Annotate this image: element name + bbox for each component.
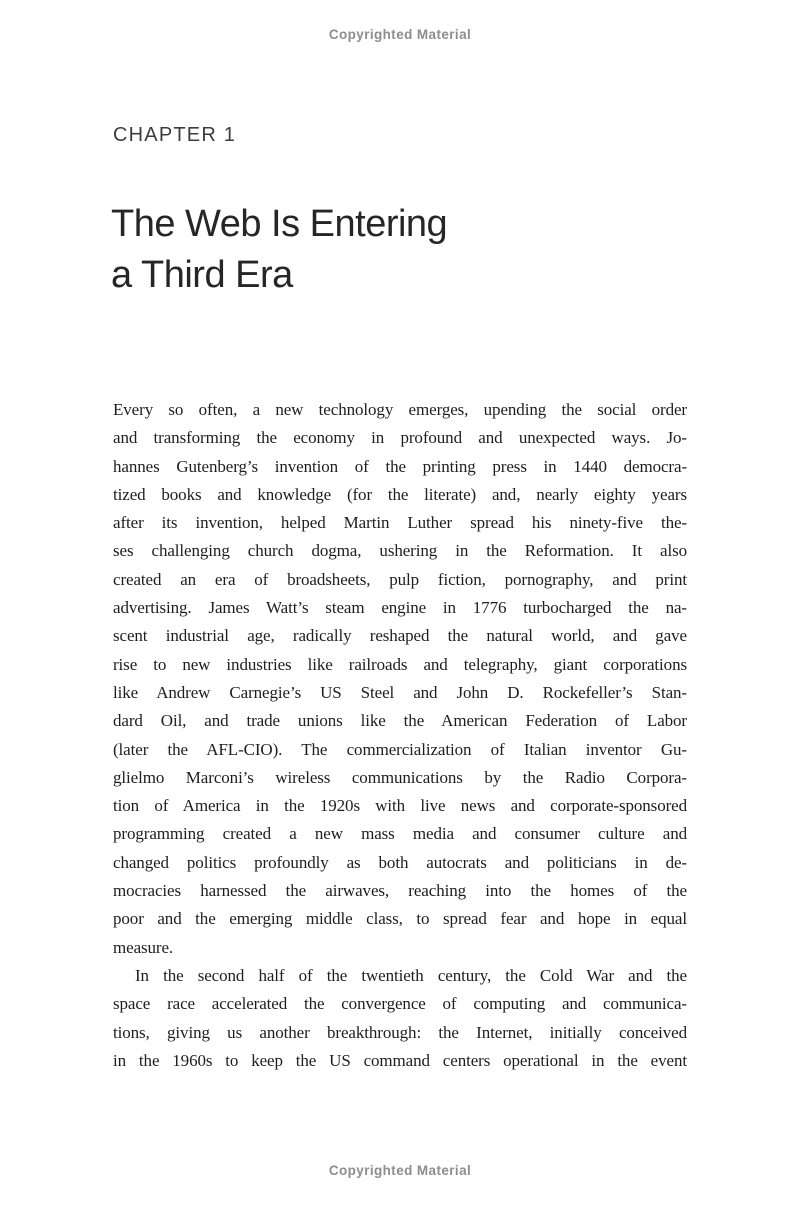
body-line: glielmo Marconi’s wireless communications by the Radio Corpora- <box>113 767 687 787</box>
body-line: dard Oil, and trade unions like the American Federation of Labor <box>113 711 687 731</box>
body-line: scent industrial age, radically reshaped the natural world, and gave <box>113 626 687 646</box>
body-line: mocracies harnessed the airwaves, reaching into the homes of the <box>113 881 687 901</box>
body-line: tion of America in the 1920s with live news and corporate-sponsored <box>113 796 687 816</box>
paragraph <box>113 396 687 962</box>
body-line: In the second half of the twentieth century, the Cold War and the <box>135 965 687 985</box>
body-line: Every so often, a new technology emerges, upending the social order <box>113 400 687 419</box>
chapter-title-line-2: a Third Era <box>111 254 293 296</box>
paragraph <box>113 962 687 1075</box>
body-line: (later the AFL-CIO). The commercialization of Italian inventor Gu- <box>113 739 687 759</box>
body-line: ses challenging church dogma, ushering in the Reformation. It also <box>113 541 687 561</box>
body-line: created an era of broadsheets, pulp fiction, pornography, and print <box>113 569 687 589</box>
body-line: poor and the emerging middle class, to spread fear and hope in equal <box>113 909 687 929</box>
body-line: after its invention, helped Martin Luther spread his ninety-five the- <box>113 513 687 533</box>
body-line: rise to new industries like railroads and telegraphy, giant corporations <box>113 654 687 674</box>
copyright-notice-top: Copyrighted Material <box>328 27 472 42</box>
body-text <box>113 396 687 1075</box>
chapter-title-line-1: The Web Is Entering <box>111 203 448 245</box>
chapter-title <box>111 199 447 301</box>
body-line: in the 1960s to keep the US command centers operational in the event <box>113 1050 687 1070</box>
body-line: like Andrew Carnegie’s US Steel and John D. Rockefeller’s Stan- <box>113 682 687 702</box>
body-line: measure. <box>113 937 174 957</box>
body-line: advertising. James Watt’s steam engine in 1776 turbocharged the na- <box>113 598 687 618</box>
body-line: programming created a new mass media and consumer culture and <box>113 824 687 844</box>
body-line: space race accelerated the convergence of computing and communica- <box>113 994 687 1014</box>
body-line: changed politics profoundly as both autocrats and politicians in de- <box>113 852 687 872</box>
body-line: tions, giving us another breakthrough: the Internet, initially conceived <box>113 1022 687 1042</box>
body-line: and transforming the economy in profound and unexpected ways. Jo- <box>113 428 687 448</box>
body-line: tized books and knowledge (for the literate) and, nearly eighty years <box>113 484 687 504</box>
copyright-notice-bottom: Copyrighted Material <box>328 1163 472 1178</box>
body-line: hannes Gutenberg’s invention of the printing press in 1440 democra- <box>113 456 687 476</box>
chapter-label: CHAPTER 1 <box>113 124 237 146</box>
